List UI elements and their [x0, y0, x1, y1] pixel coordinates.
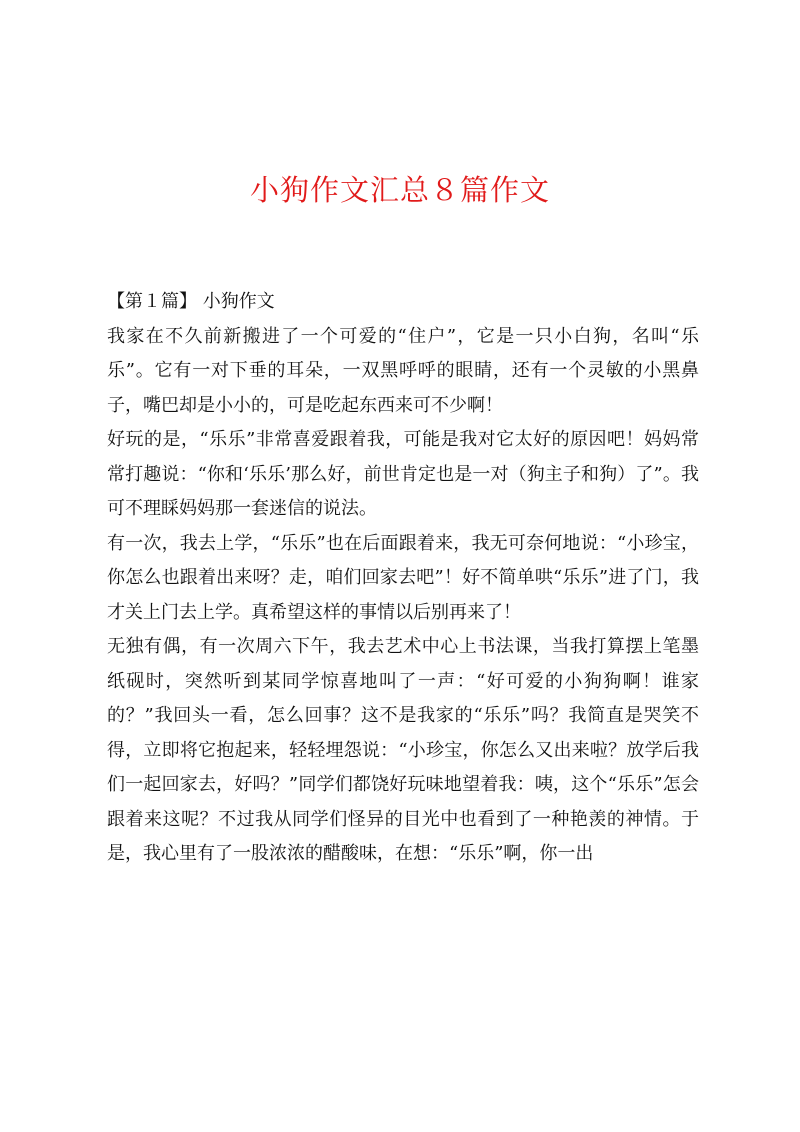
- document-body: [107, 285, 699, 872]
- document-title: 小狗作文汇总８篇作文: [249, 173, 550, 207]
- paragraph-1: 我家在不久前新搬进了一个可爱的“住户”，它是一只小白狗，名叫“乐乐”。它有一对下垂的耳朵，一双黑呼呼的眼睛，还有一个灵敏的小黑鼻子，嘴巴却是小小的，可是吃起东西来可不少啊！: [107, 325, 699, 416]
- paragraph-2: 好玩的是，“乐乐”非常喜爱跟着我，可能是我对它太好的原因吧！妈妈常常打趣说：“你和‘乐乐’那么好，前世肯定也是一对（狗主子和狗）了”。我可不理睬妈妈那一套迷信的说法。: [107, 429, 699, 519]
- paragraph-4: 无独有偶，有一次周六下午，我去艺术中心上书法课，当我打算摆上笔墨纸砚时，突然听到某同学惊喜地叫了一声：“好可爱的小狗狗啊！谁家的？”我回头一看，怎么回事？这不是我家的“乐乐”吗？我简直是哭笑不得，立即将它抱起来，轻轻埋怨说：“小珍宝，你怎么又出来啦？放学后我们一起回家去，好吗？”同学们都饶好玩味地望着我：咦，这个“乐乐”怎会跟着来这呢？不过我从同学们怪异的目光中也看到了一种艳羡的神情。于是，我心里有了一股浓浓的醋酸味，在想：“乐乐”啊，你一出: [107, 636, 699, 864]
- section-heading: 【第１篇】 小狗作文: [107, 291, 275, 312]
- paragraph-3: 有一次，我去上学，“乐乐”也在后面跟着来，我无可奈何地说：“小珍宝，你怎么也跟着出来呀？走，咱们回家去吧”！好不简单哄“乐乐”进了门，我才关上门去上学。真希望这样的事情以后别再来了！: [107, 532, 699, 623]
